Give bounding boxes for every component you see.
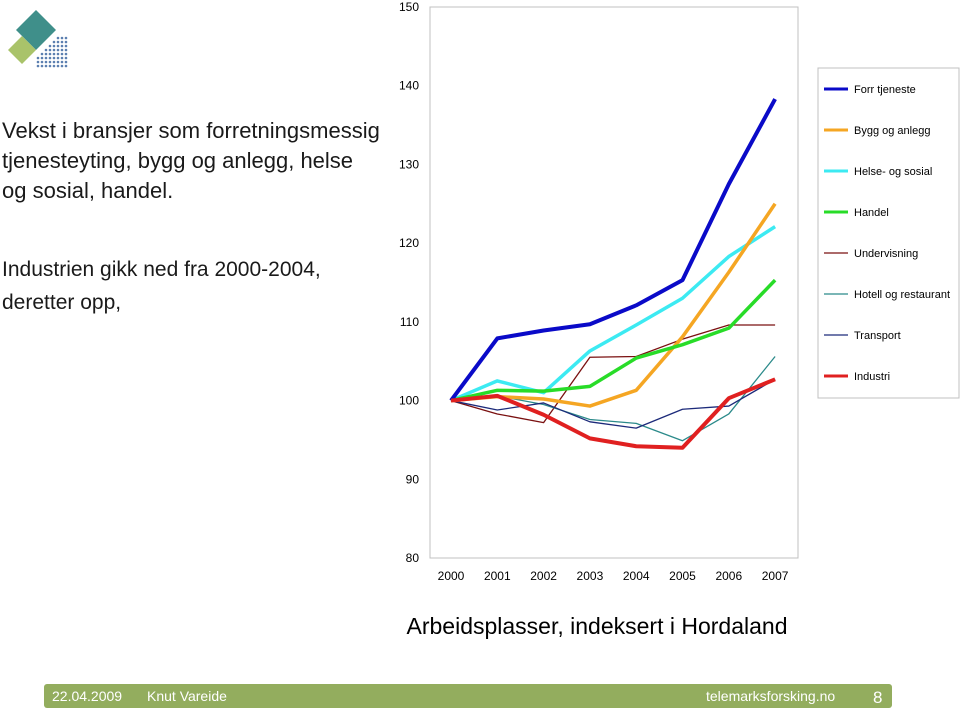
y-tick-label: 130	[398, 157, 419, 172]
legend-label: Hotell og restaurant	[854, 289, 950, 301]
footer-author: Knut Vareide	[147, 688, 227, 704]
y-tick-label: 90	[405, 472, 419, 487]
legend-label: Forr tjeneste	[854, 84, 916, 96]
y-tick-label: 100	[398, 393, 419, 408]
x-tick-label: 2007	[761, 569, 789, 583]
y-tick-label: 150	[398, 0, 419, 14]
legend-label: Undervisning	[854, 248, 919, 260]
legend-label: Bygg og anlegg	[854, 125, 931, 137]
chart-title: Arbeidsplasser, indeksert i Hordaland	[406, 613, 788, 639]
y-tick-label: 120	[398, 236, 419, 251]
x-tick-label: 2000	[437, 569, 465, 583]
legend-label: Industri	[854, 371, 891, 383]
x-tick-label: 2005	[669, 569, 696, 583]
page-number: 8	[873, 688, 883, 707]
x-tick-label: 2006	[715, 569, 743, 583]
footer-date: 22.04.2009	[52, 688, 123, 704]
x-tick-label: 2004	[622, 569, 650, 583]
y-tick-label: 140	[398, 78, 419, 93]
x-tick-label: 2001	[483, 569, 511, 583]
legend-label: Handel	[854, 207, 889, 219]
legend-box	[818, 68, 959, 398]
legend-label: Transport	[854, 330, 901, 342]
footer-website: telemarksforsking.no	[706, 688, 836, 704]
y-axis-ticks	[399, 0, 419, 565]
y-tick-label: 110	[399, 314, 419, 329]
slide-heading: Vekst i bransjer som forretningsmessig tjenesteyting, bygg og anlegg, helse og sosial, handel.	[2, 118, 380, 203]
y-tick-label: 80	[405, 551, 419, 565]
plot-area	[430, 7, 798, 558]
x-tick-label: 2002	[530, 569, 557, 583]
slide-body-text: Industrien gikk ned fra 2000-2004, deretter opp,	[2, 258, 321, 314]
footer-bar	[44, 684, 892, 708]
legend-label: Helse- og sosial	[854, 166, 933, 178]
x-tick-label: 2003	[576, 569, 604, 583]
x-axis-ticks	[438, 569, 789, 583]
